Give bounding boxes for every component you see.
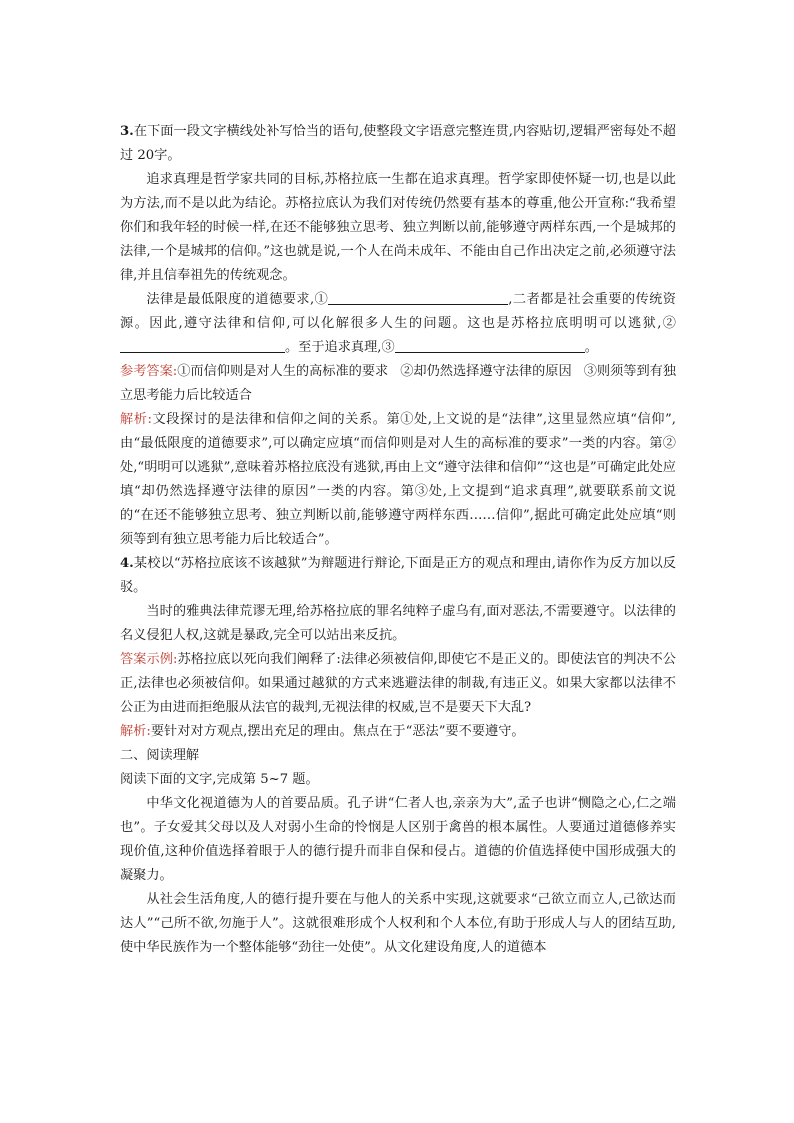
answer-item: ②却仍然选择遵守法律的原因 — [400, 364, 572, 379]
question-text: 在下面一段文字横线处补写恰当的语句,使整段文字语意完整连贯,内容贴切,逻辑严密每处不超过 20字。 — [120, 124, 676, 163]
section-intro: 阅读下面的文字,完成第 5~7 题。 — [120, 772, 319, 787]
analysis-text: 文段探讨的是法律和信仰之间的关系。第①处,上文说的是“法律”,这里显然应填“信仰”,由“最低限度的道德要求”,可以确定应填“而信仰则是对人生的高标准的要求”一类的内容。第②处,“明明可以逃狱”,意味着苏格拉底没有逃狱,再由上文“遵守法律和信仰”“这也是”可确定此处应填“却仍然选择遵守法律的原因”一类的内容。第③处,上文提到“追求真理”,就要联系前文说的“在还不能够独立思考、独立判断以前,能够遵守两样东西……信仰”,据此可确定此处应填“则须等到有独立思考能力后比较适合”。 — [120, 412, 676, 547]
text-segment: 。 — [584, 340, 598, 355]
answer-item: ③则须等到有独立思考能力后比较适合 — [120, 364, 677, 403]
question-number: 3. — [120, 124, 134, 139]
passage-paragraph: 追求真理是哲学家共同的目标,苏格拉底一生都在追求真理。哲学家即使怀疑一切,也是以此为方法,而不是以此为结论。苏格拉底认为我们对传统仍然要有基本的尊重,他公开宣称:“我希望你们和我年轻的时候一样,在还不能够独立思考、独立判断以前,能够遵守两样东西,一个是城邦的法律,一个是城邦的信仰。”这也就是说,一个人在尚未成年、不能由自己作出决定之前,必须遵守法律,并且信奉祖先的传统观念。 — [120, 172, 676, 283]
question-text: 某校以“苏格拉底该不该越狱”为辩题进行辩论,下面是正方的观点和理由,请你作为反方加以反驳。 — [120, 556, 676, 595]
analysis — [120, 408, 676, 552]
passage-paragraph: 当时的雅典法律荒谬无理,给苏格拉底的罪名纯粹子虚乌有,面对恶法,不需要遵守。以法律的名义侵犯人权,这就是暴政,完全可以站出来反抗。 — [120, 604, 676, 643]
question-4-prompt — [120, 552, 676, 600]
analysis-label: 解析: — [120, 724, 151, 739]
text-segment: 法律是最低限度的道德要求,① — [146, 292, 329, 307]
analysis — [120, 720, 676, 744]
question-3-prompt — [120, 120, 676, 168]
reading-paragraph: 中华文化视道德为人的首要品质。孔子讲“仁者人也,亲亲为大”,孟子也讲“恻隐之心,仁之端也”。子女爱其父母以及人对弱小生命的怜悯是人区别于禽兽的根本属性。人要通过道德修养实现价值,这种价值选择着眼于人的德行提升而非自保和侵占。道德的价值选择使中国形成强大的凝聚力。 — [120, 796, 676, 883]
section-heading: 二、阅读理解 — [120, 748, 200, 763]
fill-blank-2[interactable] — [120, 337, 285, 353]
answer-label: 答案示例: — [120, 652, 178, 667]
passage-paragraph-with-blanks — [120, 288, 676, 360]
question-number: 4. — [120, 556, 134, 571]
fill-blank-3[interactable] — [395, 337, 585, 353]
document-page — [120, 120, 676, 960]
reading-paragraph: 从社会生活角度,人的德行提升要在与他人的关系中实现,这就要求“己欲立而立人,己欲达而达人”“己所不欲,勿施于人”。这就很难形成个人权利和个人本位,有助于形成人与人的团结互助,使中华民族作为一个整体能够“劲往一处使”。从文化建设角度,人的道德本 — [120, 892, 676, 955]
analysis-text: 要针对对方观点,摆出充足的理由。焦点在于“恶法”要不要遵守。 — [150, 724, 525, 739]
answer-item: ①而信仰则是对人生的高标准的要求 — [177, 364, 389, 379]
text-segment: ,二者都是社会重要的传统资源。因此,遵守法律和信仰,可以化解很多人生的问题。这也是苏格拉底明明可以逃狱,② — [120, 292, 676, 331]
sample-answer — [120, 648, 676, 720]
answer-text: 苏格拉底以死向我们阐释了:法律必须被信仰,即使它不是正义的。即使法官的判决不公正,法律也必须被信仰。如果通过越狱的方式来逃避法律的制裁,有违正义。如果大家都以法律不公正为由进而拒绝服从法官的裁判,无视法律的权威,岂不是要天下大乱? — [120, 652, 676, 715]
reference-answer — [120, 360, 676, 408]
text-segment: 。至于追求真理,③ — [285, 340, 395, 355]
analysis-label: 解析: — [120, 412, 152, 427]
fill-blank-1[interactable] — [328, 289, 508, 305]
answer-label: 参考答案: — [120, 364, 178, 379]
